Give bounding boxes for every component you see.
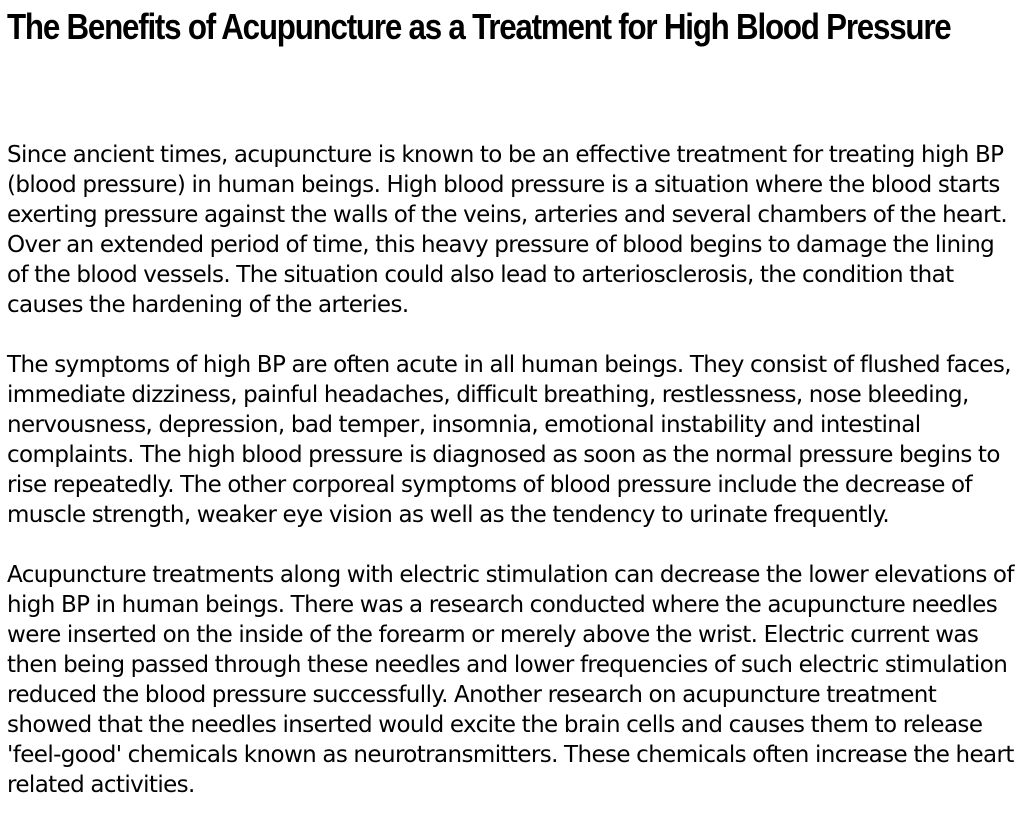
article: [7, 0, 1014, 798]
paragraph-acupuncture-research: Acupuncture treatments along with electric stimulation can decrease the lower elevations of high BP in human beings. There was a research conducted where the acupuncture needles were inserted on the inside of the forearm or merely above the wrist. Electric current was then being passed through these needles and lower frequencies of such electric stimulation reduced the blood pressure successfully. Another research on acupuncture treatment showed that the needles inserted would excite the brain cells and causes them to release 'feel-good' chemicals known as neurotransmitters. These chemicals often increase the heart related activities.: [7, 562, 1014, 798]
paragraph-intro: Since ancient times, acupuncture is known to be an effective treatment for treating high BP (blood pressure) in human beings. High blood pressure is a situation where the blood starts exerting pressure against the walls of the veins, arteries and several chambers of the heart. Over an extended period of time, this heavy pressure of blood begins to damage the lining of the blood vessels. The situation could also lead to arteriosclerosis, the condition that causes the hardening of the arteries.: [7, 142, 1008, 318]
article-body: [7, 140, 1016, 830]
paragraph-symptoms: The symptoms of high BP are often acute in all human beings. They consist of flushed faces, immediate dizziness, painful headaches, difficult breathing, restlessness, nose bleeding, nervousness, depression, bad temper, insomnia, emotional instability and intestinal complaints. The high blood pressure is diagnosed as soon as the normal pressure begins to rise repeatedly. The other corporeal symptoms of blood pressure include the decrease of muscle strength, weaker eye vision as well as the tendency to urinate frequently.: [7, 352, 1011, 528]
article-title: The Benefits of Acupuncture as a Treatment for High Blood Pressure: [7, 6, 951, 47]
